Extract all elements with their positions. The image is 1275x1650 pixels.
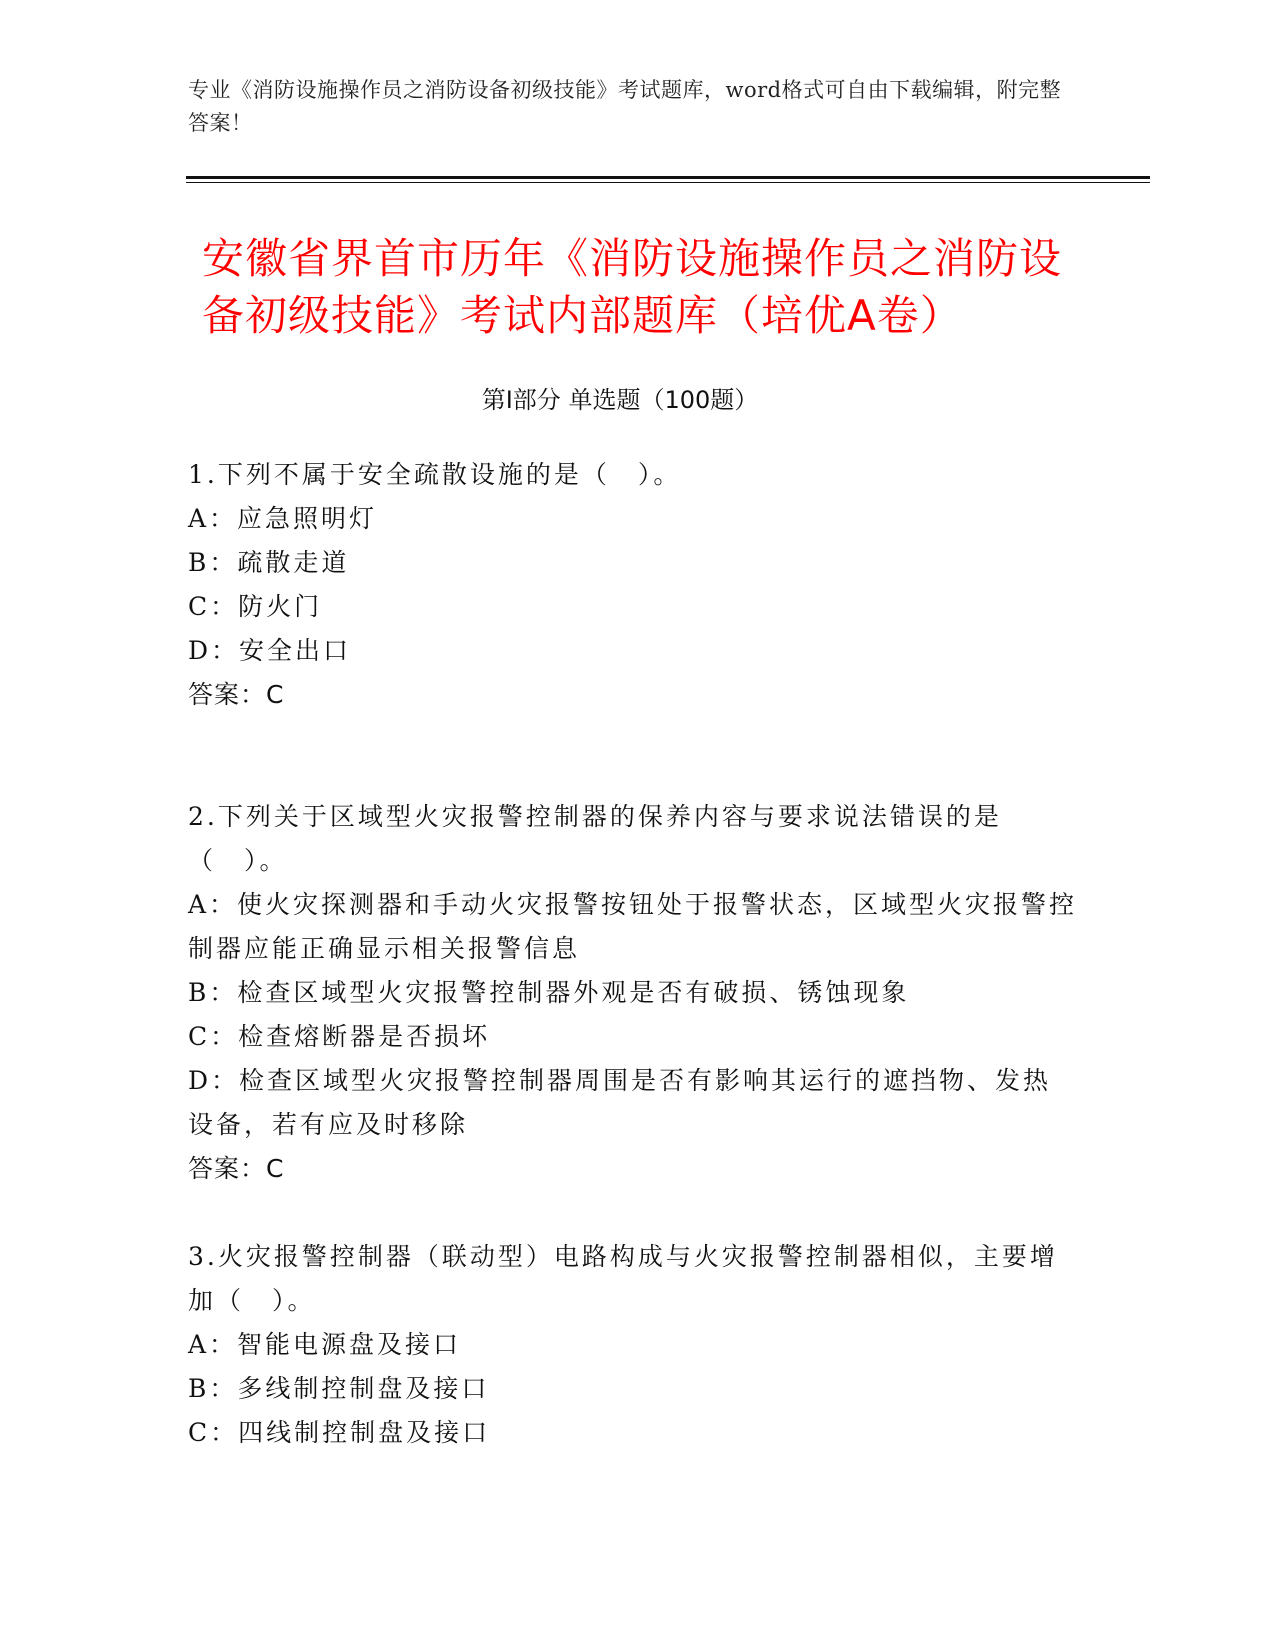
header-note: 专业《消防设施操作员之消防设备初级技能》考试题库，word格式可自由下载编辑，附完整答案！ xyxy=(188,78,1062,135)
document-title: 安徽省界首市历年《消防设施操作员之消防设备初级技能》考试内部题库（培优A卷） xyxy=(202,234,1063,340)
question-1 xyxy=(188,453,1078,717)
question-answer: 答案：C xyxy=(188,1154,285,1183)
header-rule-thick xyxy=(186,176,1150,179)
question-stem: 1.下列不属于安全疏散设施的是（ ）。 xyxy=(188,460,682,489)
question-option: A：应急照明灯 xyxy=(188,504,378,533)
section-title: 第Ⅰ部分 单选题（100题） xyxy=(481,386,759,414)
question-option: D：检查区域型火灾报警控制器周围是否有影响其运行的遮挡物、发热设备，若有应及时移除 xyxy=(188,1066,1052,1139)
question-option: C：四线制控制盘及接口 xyxy=(188,1418,491,1447)
question-stem: 3.火灾报警控制器（联动型）电路构成与火灾报警控制器相似，主要增加（ ）。 xyxy=(188,1242,1058,1315)
question-option: C：检查熔断器是否损坏 xyxy=(188,1022,491,1051)
question-option: B：疏散走道 xyxy=(188,548,350,577)
question-2 xyxy=(188,795,1078,1191)
question-option: B：检查区域型火灾报警控制器外观是否有破损、锈蚀现象 xyxy=(188,978,910,1007)
question-option: A：智能电源盘及接口 xyxy=(188,1330,462,1359)
question-3 xyxy=(188,1235,1078,1455)
question-option: D：安全出口 xyxy=(188,636,352,665)
question-option: A：使火灾探测器和手动火灾报警按钮处于报警状态，区域型火灾报警控制器应能正确显示相关报警信息 xyxy=(188,890,1078,963)
question-answer: 答案：C xyxy=(188,680,285,709)
question-option: B：多线制控制盘及接口 xyxy=(188,1374,490,1403)
question-option: C：防火门 xyxy=(188,592,323,621)
question-stem: 2.下列关于区域型火灾报警控制器的保养内容与要求说法错误的是（ ）。 xyxy=(188,802,1002,875)
header-rule-thin xyxy=(186,182,1150,183)
